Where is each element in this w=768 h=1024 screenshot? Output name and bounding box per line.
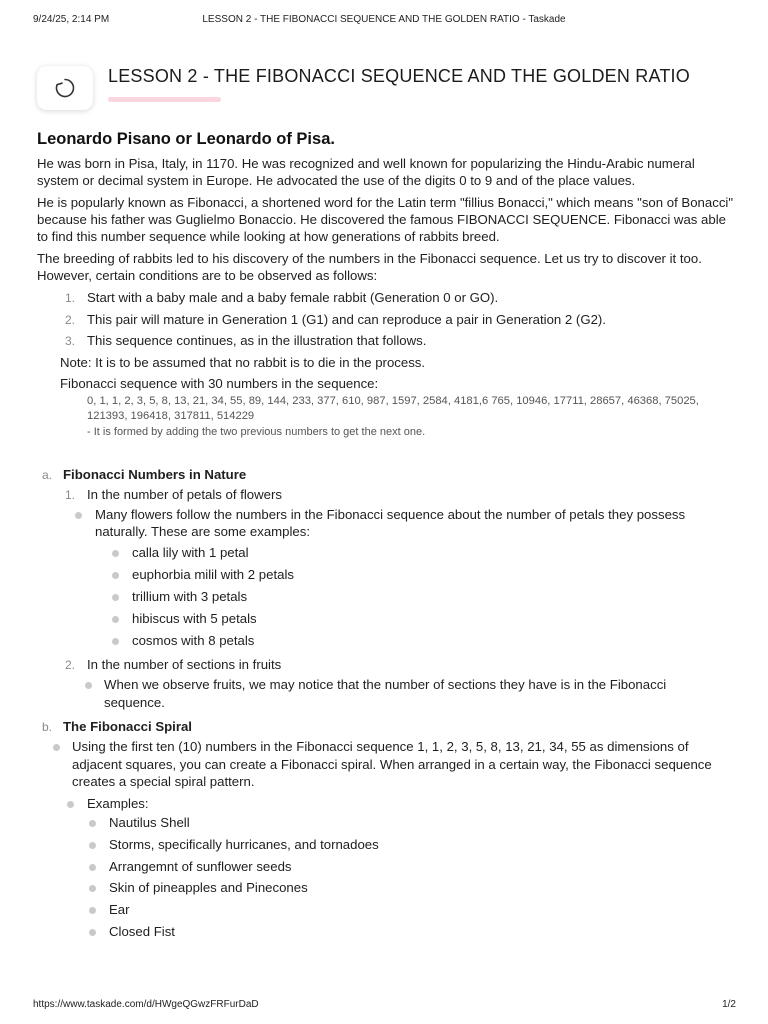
intro-paragraph-1: He was born in Pisa, Italy, in 1170. He was recognized and well known for popularizing the Hindu-Arabic numeral system or decimal system in Europe. He advocated the use of the digits 0 to 9 and of the place values. — [37, 156, 695, 188]
list-number: 1. — [65, 487, 76, 502]
intro-heading: Leonardo Pisano or Leonardo of Pisa. — [37, 130, 335, 148]
bullet-item — [37, 738, 737, 791]
document-title[interactable]: LESSON 2 - THE FIBONACCI SEQUENCE AND THE GOLDEN RATIO — [108, 66, 690, 86]
print-header-datetime: 9/24/25, 2:14 PM — [33, 14, 110, 25]
bullet-dot — [89, 864, 96, 871]
flower-list — [37, 544, 737, 650]
list-item — [37, 544, 737, 562]
bullet-dot — [89, 820, 96, 827]
list-item-text: Start with a baby male and a baby female rabbit (Generation 0 or GO). — [87, 290, 499, 305]
bullet-text: Examples: — [87, 795, 149, 811]
section-letter: b. — [42, 720, 53, 734]
intro-paragraph-3: The breeding of rabbits led to his discovery of the numbers in the Fibonacci sequence. Let us try to discover it too. However, certain conditions are to be observed as follows: — [37, 251, 702, 283]
list-item — [37, 289, 737, 306]
list-item-text: In the number of sections in fruits — [87, 657, 282, 672]
bullet-dot — [112, 594, 119, 601]
list-item-text: This sequence continues, as in the illustration that follows. — [87, 333, 427, 348]
list-item — [37, 923, 737, 941]
bullet-dot — [53, 744, 60, 751]
list-item — [37, 486, 737, 503]
list-item — [37, 566, 737, 584]
list-item-text: Storms, specifically hurricanes, and tornadoes — [109, 836, 379, 852]
bullet-dot — [85, 682, 92, 689]
list-item-text: Skin of pineapples and Pinecones — [109, 880, 308, 896]
list-item — [37, 632, 737, 650]
note-text: Note: It is to be assumed that no rabbit is to die in the process. — [60, 354, 426, 370]
print-footer-page-number: 1/2 — [722, 999, 736, 1010]
bullet-text: Many flowers follow the numbers in the Fibonacci sequence about the number of petals they possess naturally. These are some examples: — [95, 506, 686, 539]
bullet-dot — [112, 550, 119, 557]
list-number: 2. — [65, 312, 76, 327]
document-icon-button[interactable] — [37, 66, 93, 110]
title-underline-bar — [108, 97, 221, 102]
fibonacci-sequence: 0, 1, 1, 2, 3, 5, 8, 13, 21, 34, 55, 89, 144, 233, 377, 610, 987, 1597, 2584, 4181,6 765, 10946, 17711, 28657, 46368, 75025, 121393, 196418, 317811, 514229 — [87, 394, 699, 422]
bullet-dot — [89, 885, 96, 892]
bullet-dot — [75, 512, 82, 519]
list-item — [37, 656, 737, 673]
list-item-text: This pair will mature in Generation 1 (G1) and can reproduce a pair in Generation 2 (G2). — [87, 311, 606, 327]
list-item-text: In the number of petals of flowers — [87, 486, 282, 502]
bullet-item — [37, 676, 737, 711]
section-title-text: The Fibonacci Spiral — [63, 719, 192, 734]
list-item-text: euphorbia milil with 2 petals — [132, 566, 294, 582]
bullet-dot — [112, 572, 119, 579]
list-number: 2. — [65, 658, 76, 672]
bullet-dot — [112, 638, 119, 645]
bullet-text: Using the first ten (10) numbers in the Fibonacci sequence 1, 1, 2, 3, 5, 8, 13, 21, 34, 55 as dimensions of adjacent squares, you can create a Fibonacci spiral. When arranged in a certain way, the Fibonacci sequence creates a special spiral pattern. — [72, 739, 712, 789]
bullet-text: When we observe fruits, we may notice that the number of sections they have is in the Fibonacci sequence. — [104, 677, 667, 710]
list-item-text: trillium with 3 petals — [132, 588, 248, 604]
bullet-dot — [67, 801, 74, 808]
bullet-item — [37, 795, 737, 813]
list-item — [37, 588, 737, 606]
bullet-dot — [89, 929, 96, 936]
list-item-text: Nautilus Shell — [109, 815, 190, 830]
list-item-text: Closed Fist — [109, 923, 175, 939]
section-b-title — [37, 718, 737, 735]
section-a-title — [37, 466, 737, 483]
examples-list — [37, 814, 737, 940]
list-item — [37, 610, 737, 628]
conditions-list — [37, 289, 737, 349]
list-number: 1. — [65, 291, 76, 305]
list-item-text: Ear — [109, 902, 130, 918]
document-content — [37, 130, 737, 945]
list-item-text: hibiscus with 5 petals — [132, 610, 257, 626]
bullet-dot — [89, 907, 96, 914]
bullet-dot — [89, 842, 96, 849]
print-footer-url[interactable]: https://www.taskade.com/d/HWgeQGwzFRFurDaD — [33, 999, 259, 1010]
section-letter: a. — [42, 467, 53, 482]
loading-circle-icon — [54, 77, 76, 99]
sequence-note: - It is formed by adding the two previous numbers to get the next one. — [87, 425, 426, 438]
section-title-text: Fibonacci Numbers in Nature — [63, 466, 247, 482]
sequence-heading: Fibonacci sequence with 30 numbers in the sequence: — [60, 375, 379, 391]
list-item — [37, 858, 737, 876]
list-item — [37, 814, 737, 832]
list-item-text: Arrangemnt of sunflower seeds — [109, 858, 292, 874]
print-header-title: LESSON 2 - THE FIBONACCI SEQUENCE AND THE GOLDEN RATIO - Taskade — [202, 14, 566, 25]
list-item — [37, 332, 737, 349]
list-item — [37, 836, 737, 854]
bullet-item — [37, 506, 737, 541]
list-item — [37, 901, 737, 919]
list-item — [37, 311, 737, 328]
list-item-text: calla lily with 1 petal — [132, 544, 249, 560]
list-item — [37, 879, 737, 897]
bullet-dot — [112, 616, 119, 623]
intro-paragraph-2: He is popularly known as Fibonacci, a shortened word for the Latin term "fillius Bonacci," which means "son of Bonacci" because his father was Guglielmo Bonaccio. He discovered the famous FIBONACCI SEQUENCE. Fibonacci was able to find this number sequence while looking at how generations of rabbits breed. — [37, 195, 734, 244]
list-number: 3. — [65, 334, 76, 348]
list-item-text: cosmos with 8 petals — [132, 632, 255, 648]
